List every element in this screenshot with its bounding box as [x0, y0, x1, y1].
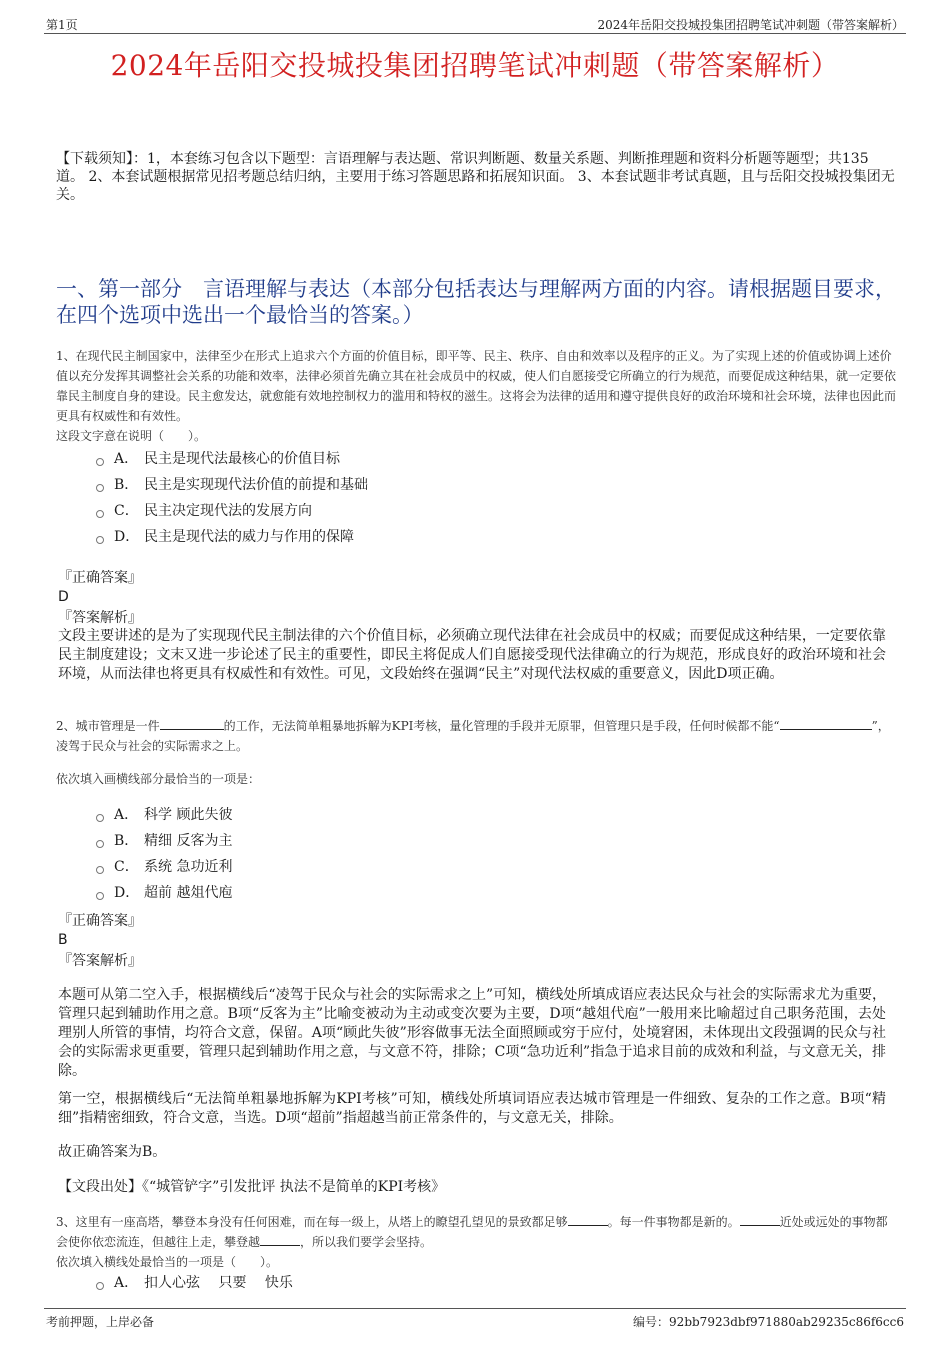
question-2-options [96, 802, 232, 906]
correct-answer-value: B [58, 932, 68, 948]
radio-icon[interactable] [96, 866, 104, 874]
fill-blank [740, 1213, 780, 1226]
radio-icon[interactable] [96, 458, 104, 466]
document-id: 编号：92bb7923dbf971880ab29235c86f6cc6 [633, 1315, 904, 1329]
fill-blank [260, 1233, 300, 1246]
fill-blank [780, 717, 872, 730]
radio-icon[interactable] [96, 536, 104, 544]
question-2-prompt: 依次填入画横线部分最恰当的一项是： [56, 772, 261, 786]
option-d[interactable]: D． 超前 越俎代庖 [96, 880, 232, 906]
option-b[interactable]: B． 精细 反客为主 [96, 828, 232, 854]
correct-answer-label: 『正确答案』 [58, 570, 142, 586]
correct-answer-value: D [58, 589, 69, 605]
analysis-label: 『答案解析』 [58, 953, 142, 969]
analysis-text: 文段主要讲述的是为了实现现代民主制法律的六个价值目标，必须确立现代法律在社会成员中的权威；而要促成这种结果，一定要依靠民主制度建设；文末又进一步论述了民主的重要性，即民主将促成人们自愿接受现代法律确立的行为规范，形成良好的政治环境和社会环境，从而法律也将更具有权威性和有效性。可见，文段始终在强调“民主”对现代法权威的重要意义，因此D项正确。 [58, 628, 886, 682]
footer-divider [44, 1308, 906, 1309]
question-3-text: 3、这里有一座高塔，攀登本身没有任何困难，而在每一级上，从塔上的瞭望孔望见的景致都足够 。每一件事物都是新的。 近处或远处的事物都会使你依恋流连，但越往上走，攀登越 ，所以我们要学会坚持。 [56, 1215, 888, 1249]
option-c[interactable]: C． 系统 急功近利 [96, 854, 232, 880]
header-divider [44, 33, 906, 34]
section-heading: 一、第一部分 言语理解与表达（本部分包括表达与理解两方面的内容。请根据题目要求，在四个选项中选出一个最恰当的答案。） [56, 277, 896, 327]
option-c[interactable]: C． 民主决定现代法的发展方向 [96, 498, 368, 524]
option-a[interactable]: A． 民主是现代法最核心的价值目标 [96, 446, 368, 472]
source-citation: 【文段出处】《“城管铲字”引发批评 执法不是简单的KPI考核》 [58, 1179, 446, 1195]
question-2-text: 2、城市管理是一件 的工作，无法简单粗暴地拆解为KPI考核，量化管理的手段并无原罪，但管理只是手段，任何时候都不能“ ”，凌驾于民众与社会的实际需求之上。 [56, 719, 890, 753]
question-1-prompt: 这段文字意在说明（ ）。 [56, 429, 207, 443]
running-header-title: 2024年岳阳交投城投集团招聘笔试冲刺题（带答案解析） [597, 18, 904, 32]
option-d[interactable]: D． 民主是现代法的威力与作用的保障 [96, 524, 368, 550]
page-title: 2024年岳阳交投城投集团招聘笔试冲刺题（带答案解析） [110, 49, 840, 82]
correct-answer-label: 『正确答案』 [58, 913, 142, 929]
footer-slogan: 考前押题，上岸必备 [46, 1315, 155, 1329]
analysis-text: 第一空，根据横线后“无法简单粗暴地拆解为KPI考核”可知，横线处所填词语应表达城市管理是一件细致、复杂的工作之意。B项“精细”指精密细致，符合文意，当选。D项“超前”指超越当前正常条件的，与文意无关，排除。 [58, 1091, 886, 1126]
analysis-text: 本题可从第二空入手，根据横线后“凌驾于民众与社会的实际需求之上”可知，横线处所填成语应表达民众与社会的实际需求尤为重要，管理只起到辅助作用之意。B项“反客为主”比喻变被动为主动或变次要为主要，D项“越俎代庖”一般用来比喻超过自己职务范围，去处理别人所管的事情，均符合文意，保留。A项“顾此失彼”形容做事无法全面照顾或穷于应付，处境窘困，未体现出文段强调的民众与社会的实际需求更重要，管理只起到辅助作用之意，与文意不符，排除；C项“急功近利”指急于追求目前的成效和利益，与文意无关，排除。 [58, 987, 886, 1079]
option-b[interactable]: B． 民主是实现现代法价值的前提和基础 [96, 472, 368, 498]
question-3-prompt: 依次填入横线处最恰当的一项是（ ）。 [56, 1255, 279, 1269]
option-a[interactable]: A． 科学 顾此失彼 [96, 802, 232, 828]
radio-icon[interactable] [96, 892, 104, 900]
option-a[interactable]: A． 扣人心弦 只要 快乐 [96, 1270, 293, 1296]
radio-icon[interactable] [96, 1282, 104, 1290]
question-3-options [96, 1270, 293, 1296]
fill-blank [160, 717, 224, 730]
question-1-text: 1、在现代民主制国家中，法律至少在形式上追求六个方面的价值目标，即平等、民主、秩序、自由和效率以及程序的正义。为了实现上述的价值或协调上述价值以充分发挥其调整社会关系的功能和效率，法律必须首先确立其在社会成员中的权威，使人们自愿接受它所确立的行为规范，而要促成这种结果，就一定要依靠民主制度自身的建设。民主愈发达，就愈能有效地控制权力的滥用和特权的滋生。这将会为法律的适用和遵守提供良好的政治环境和社会环境，法律也因此而更具有权威性和有效性。 [56, 349, 897, 423]
analysis-conclusion: 故正确答案为B。 [58, 1144, 167, 1160]
radio-icon[interactable] [96, 484, 104, 492]
analysis-label: 『答案解析』 [58, 610, 142, 626]
question-1-options [96, 446, 368, 550]
fill-blank [568, 1213, 608, 1226]
radio-icon[interactable] [96, 510, 104, 518]
download-notice: 【下载须知】：1，本套练习包含以下题型：言语理解与表达题、常识判断题、数量关系题、判断推理题和资料分析题等题型；共135道。 2、本套试题根据常见招考题总结归纳，主要用于练习答题思路和拓展知识面。 3、本套试题非考试真题，且与岳阳交投城投集团无关。 [56, 151, 895, 203]
radio-icon[interactable] [96, 840, 104, 848]
page-number: 第1页 [46, 18, 78, 32]
radio-icon[interactable] [96, 814, 104, 822]
